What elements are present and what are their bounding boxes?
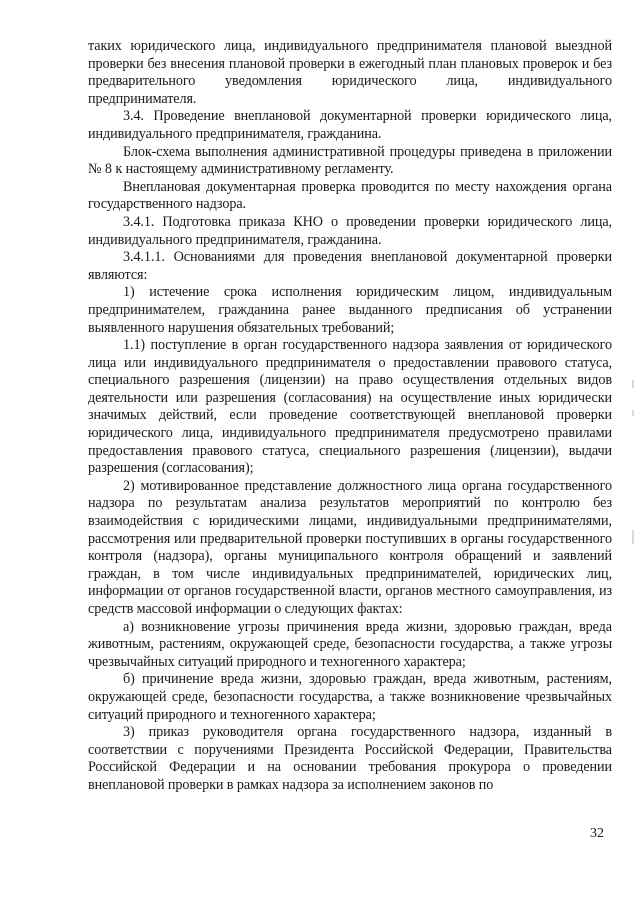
list-item: 1) истечение срока исполнения юридическим лицом, индивидуальным предпринимателем, гражданина ранее выданного предписания об устранении выявленного нарушения обязательных требований; xyxy=(88,284,612,336)
paragraph: Внеплановая документарная проверка проводится по месту нахождения органа государственного надзора. xyxy=(88,178,612,213)
page-number: 32 xyxy=(590,826,604,841)
list-item: а) возникновение угрозы причинения вреда жизни, здоровью граждан, вреда животным, растениям, окружающей среде, безопасности государства, а также угрозы чрезвычайных ситуаций природного и техногенного характера; xyxy=(88,618,612,670)
section-heading-3-4-1: 3.4.1. Подготовка приказа КНО о проведении проверки юридического лица, индивидуального предпринимателя, гражданина. xyxy=(88,213,612,248)
section-heading-3-4-1-1: 3.4.1.1. Основаниями для проведения внеплановой документарной проверки являются: xyxy=(88,249,612,283)
scan-edge-mark xyxy=(632,530,634,544)
paragraph: Блок-схема выполнения административной процедуры приведена в приложении № 8 к настоящему административному регламенту. xyxy=(88,143,612,178)
scan-edge-mark xyxy=(632,410,634,416)
list-item: б) причинение вреда жизни, здоровью граждан, вреда животным, растениям, окружающей среде, безопасности государства, а также возникновение чрезвычайных ситуаций природного и техногенного характера; xyxy=(88,671,612,723)
section-heading-3-4: 3.4. Проведение внеплановой документарной проверки юридического лица, индивидуального предпринимателя, гражданина. xyxy=(88,108,612,142)
list-item: 2) мотивированное представление должностного лица органа государственного надзора по результатам анализа результатов мероприятий по контролю без взаимодействия с юридическими лицами, индивидуальными предпринимателями, рассмотрения или предварительной проверки поступивших в органы государственного контроля (надзора), органы муниципального контроля обращений и заявлений граждан, в том числе индивидуальных предпринимателей, юридических лиц, информации от органов государственной власти, органов местного самоуправления, из средств массовой информации о следующих фактах: xyxy=(88,477,612,617)
scan-edge-mark xyxy=(632,380,634,388)
document-page xyxy=(88,38,612,795)
list-item: 1.1) поступление в орган государственного надзора заявления от юридического лица или индивидуального предпринимателя о предоставлении правового статуса, специального разрешения (лицензии) на право осуществления отдельных видов деятельности или разрешения (согласования) на осуществление иных юридически значимых действий, если проведение соответствующей внеплановой проверки юридического лица, индивидуального предпринимателя предусмотрено правилами предоставления правового статуса, специального разрешения (лицензии), выдачи разрешения (согласования); xyxy=(88,337,612,477)
list-item: 3) приказ руководителя органа государственного надзора, изданный в соответствии с поручениями Президента Российской Федерации, Правительства Российской Федерации и на основании требования прокурора о проведении внеплановой проверки в рамках надзора за исполнением законов по xyxy=(88,724,612,793)
paragraph: таких юридического лица, индивидуального предпринимателя плановой выездной проверки без внесения плановой проверки в ежегодный план плановых проверок и без предварительного уведомления юридического лица, индивидуального предпринимателя. xyxy=(88,38,612,107)
